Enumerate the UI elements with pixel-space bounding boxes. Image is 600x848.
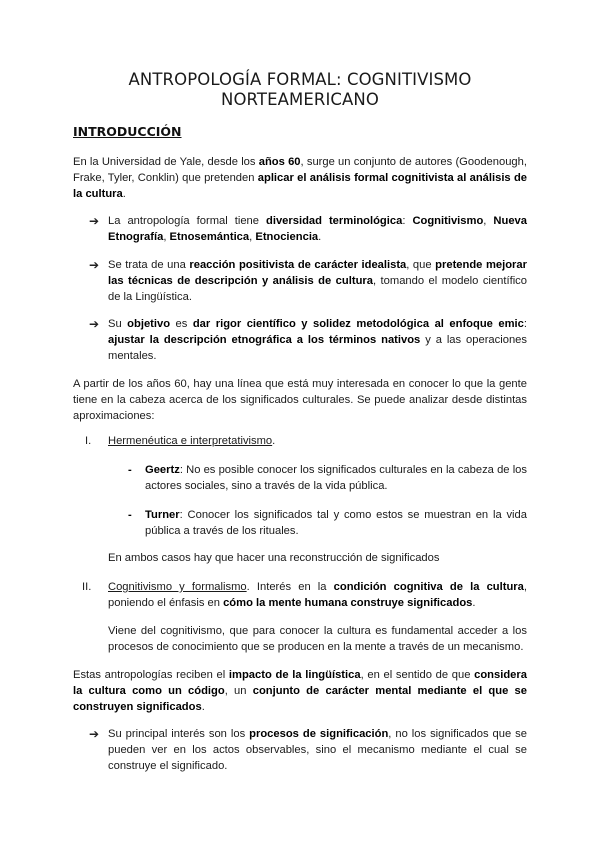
bullet-reaction: Se trata de una reacción positivista de carácter idealista, que pretende mejorar las técnicas de descripción y análisis de cultura, tomando el modelo científico de la Lingüística. <box>108 259 527 303</box>
geertz-item: Geertz: No es posible conocer los significados culturales en la cabeza de los actores sociales, sino a través de la vida pública. <box>145 464 527 492</box>
document-title-line1: ANTROPOLOGÍA FORMAL: COGNITIVISMO <box>128 70 472 89</box>
bullet-signification: Su principal interés son los procesos de significación, no los significados que se pueden ver en los actos observables, sino el mecanismo mediante el cual se construye el significado. <box>108 728 527 772</box>
section2-numeral: II. <box>82 581 92 593</box>
section1-heading: Hermenéutica e interpretativismo. <box>108 435 276 447</box>
section2-heading: Cognitivismo y formalismo. Interés en la condición cognitiva de la cultura, poniendo el énfasis en cómo la mente humana construye significados. <box>108 581 527 609</box>
intro-paragraph: En la Universidad de Yale, desde los años 60, surge un conjunto de autores (Goodenough, Frake, Tyler, Conklin) que pretenden aplicar el análisis formal cognitivista al análisis de la cultura. <box>73 156 527 200</box>
arrow-icon: ➔ <box>89 317 100 331</box>
section1-conclusion: En ambos casos hay que hacer una reconstrucción de significados <box>108 552 440 564</box>
turner-item: Turner: Conocer los significados tal y como estos se muestran en la vida pública a través de los rituales. <box>145 509 527 537</box>
arrow-icon: ➔ <box>89 258 100 272</box>
arrow-icon: ➔ <box>89 727 100 741</box>
linguistics-paragraph: Estas antropologías reciben el impacto de la lingüística, en el sentido de que considera la cultura como un código, un conjunto de carácter mental mediante el que se construyen significados. <box>73 669 527 713</box>
arrow-icon: ➔ <box>89 214 100 228</box>
document-title-line2: NORTEAMERICANO <box>221 90 379 109</box>
dash-marker: - <box>128 509 132 521</box>
dash-marker: - <box>128 464 132 476</box>
bullet-objective: Su objetivo es dar rigor científico y solidez metodológica al enfoque emic: ajustar la descripción etnográfica a los términos nativos y a las operaciones mentales. <box>108 318 527 362</box>
section2-paragraph: Viene del cognitivismo, que para conocer la cultura es fundamental acceder a los procesos de conocimiento que se producen en la mente a través de un mecanismo. <box>108 625 527 653</box>
intro-heading: INTRODUCCIÓN <box>73 124 182 139</box>
approaches-paragraph: A partir de los años 60, hay una línea que está muy interesada en conocer lo que la gente tiene en la cabeza acerca de los significados culturales. Se puede analizar desde distintas aproximaciones: <box>73 378 527 422</box>
section1-numeral: I. <box>85 435 92 447</box>
bullet-terminology: La antropología formal tiene diversidad terminológica: Cognitivismo, Nueva Etnografía, Etnosemántica, Etnociencia. <box>108 215 527 243</box>
